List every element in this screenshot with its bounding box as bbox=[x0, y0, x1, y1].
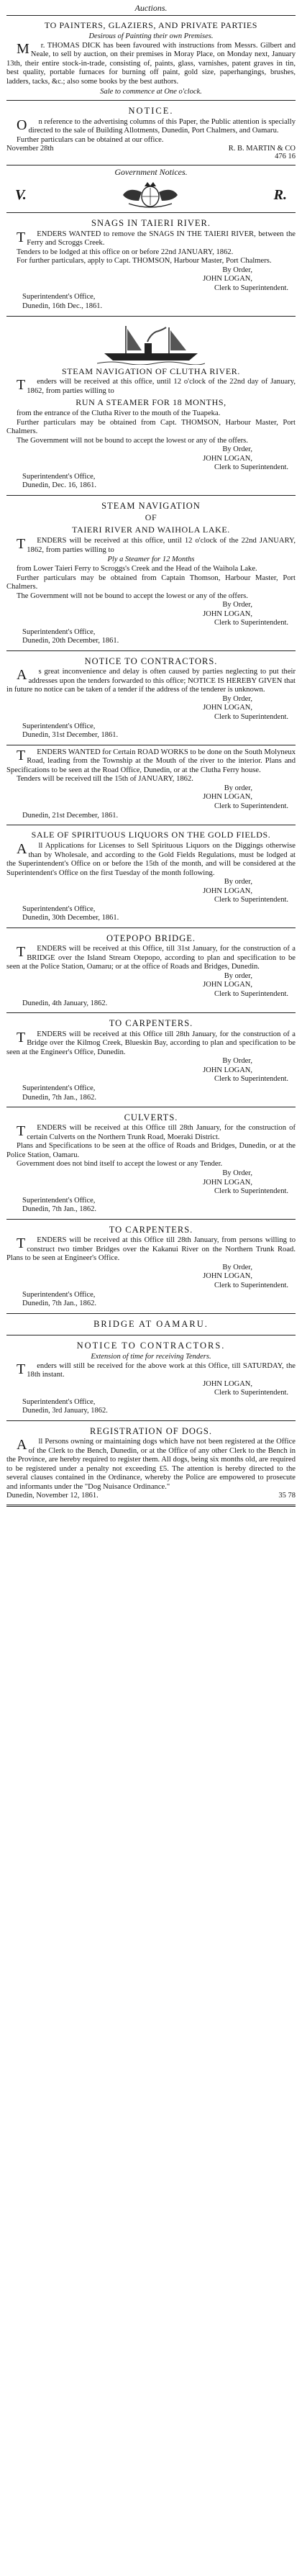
section-heading-government: Government Notices. bbox=[114, 167, 188, 178]
ad-title: BRIDGE AT OAMARU. bbox=[93, 1318, 209, 1329]
divider bbox=[6, 1219, 296, 1220]
ad-notice-contractors-extension bbox=[6, 1337, 296, 1419]
ad-date: November 28th bbox=[6, 145, 54, 153]
ad-carpenters-kakanui bbox=[6, 1221, 296, 1312]
ad-body: Mr. THOMAS DICK has been favoured with instructions from Messrs. Gilbert and Neale, to sell by auction, on their premises in Moray Place, on Monday next, January 13th, their entire stock-in-trade, consisting of, paints, glass, varnishes, patent graves in tin, best quality, portable furnaces for burning off paint, gold size, paperhangings, brushes, ladders, tacks, &c.; also some books by the best authors. bbox=[6, 40, 296, 86]
ad-note: Sale to commence at One o'clock. bbox=[100, 88, 202, 96]
ad-body: Tenders will still be received for the above work at this Office, till SATURDAY, the 18th instant. bbox=[17, 1361, 296, 1379]
ad-body: Tenders to be lodged at this office on or before 22nd JANUARY, 1862. bbox=[17, 248, 234, 256]
ad-title: SALE OF SPIRITUOUS LIQUORS ON THE GOLD FIELDS. bbox=[31, 830, 271, 840]
crest-letter-left: V. bbox=[15, 186, 27, 203]
ad-body: TENDERS will be received at this office, until 12 o'clock of the 22nd JANUARY, 1862, from parties willing to bbox=[17, 536, 296, 554]
ad-signature-row bbox=[6, 145, 296, 153]
ad-signature: By Order, JOHN LOGAN, Clerk to Superintendent. Superintendent's Office, Dunedin, 20th December, 1861. bbox=[22, 601, 288, 645]
ad-body: Further particulars may be obtained from Captain Thomson, Harbour Master, Port Chalmers. bbox=[6, 573, 296, 591]
ad-title-connector: OF bbox=[145, 512, 157, 523]
ad-body: TENDERS WANTED for Certain ROAD WORKS to be done on the South Molyneux Road, leading from the Township at the Mouth of the river to the interior. Plans and Specifications to be seen at the Road Office, Dunedin, or at the Clutha Ferry house. bbox=[6, 747, 296, 774]
ad-body: Further particulars can be obtained at our office. bbox=[17, 135, 164, 144]
divider bbox=[6, 15, 296, 16]
ad-ref: 476 16 bbox=[275, 153, 296, 161]
ad-body: On reference to the advertising columns of this Paper, the Public attention is specially directed to the sale of Building Allotments, Dunedin, Port Chalmers, and Oamaru. bbox=[17, 117, 296, 135]
ad-ref: 35 78 bbox=[278, 1492, 296, 1500]
ad-body: TENDERS will be received at this Office till 28th January, for the construction of certain Culverts on the Northern Trunk Road, Moeraki District. bbox=[17, 1123, 296, 1141]
ad-body: For further particulars, apply to Capt. THOMSON, Harbour Master, Port Chalmers. bbox=[17, 257, 272, 266]
ad-body: from Lower Taieri Ferry to Scroggs's Creek and the Head of the Waihola Lake. bbox=[17, 565, 257, 573]
ad-notice bbox=[6, 102, 296, 163]
ad-emphasis: RUN A STEAMER FOR 18 MONTHS, bbox=[76, 397, 226, 408]
royal-crest-row bbox=[6, 179, 296, 211]
ad-firm: R. B. MARTIN & CO bbox=[228, 145, 296, 153]
divider bbox=[6, 495, 296, 496]
divider bbox=[6, 1420, 296, 1421]
ad-title: REGISTRATION OF DOGS. bbox=[90, 1425, 212, 1436]
ad-carpenters-kilmog bbox=[6, 1015, 296, 1105]
divider bbox=[6, 1313, 296, 1314]
ad-subtitle: Desirous of Painting their own Premises. bbox=[88, 32, 214, 40]
ad-signature: By Order, JOHN LOGAN, Clerk to Superintendent. Superintendent's Office, Dunedin, 16th Dec., 1861. bbox=[22, 266, 288, 310]
ad-body: TENDERS will be received at this Office till 28th January, from persons willing to construct two timber Bridges over the Kakanui River on the Northern Trunk Road. Plans to be seen at Engineer's Office. bbox=[6, 1235, 296, 1263]
ad-title: NOTICE TO CONTRACTORS. bbox=[76, 1341, 226, 1351]
ad-registration-dogs bbox=[6, 1423, 296, 1502]
ad-road-works bbox=[6, 747, 296, 823]
ad-body: Tenders will be received at this office, until 12 o'clock of the 22nd day of January, 1862, from parties willing to bbox=[17, 377, 296, 395]
ad-footer-row bbox=[6, 1492, 296, 1500]
ad-body: All Applications for Licenses to Sell Spirituous Liquors on the Diggings otherwise than by Wholesale, and according to the Gold Fields Regulations, must be lodged at the Superintendent's Office on or before the 15th of the month, and will be considered at the Superintendent's Office on the first Tuesday of the month following. bbox=[6, 841, 296, 877]
ad-body: Further particulars may be obtained from Capt. THOMSON, Harbour Master, Port Chalmers. bbox=[6, 418, 296, 436]
ad-body: All Persons owning or maintaining dogs which have not been registered at the Office of the Clerk to the Bench, Dunedin, or at the Office of any other Clerk to the Bench in the Province, are hereby required to register them. All dogs, being six months old, are required to be registered under a penalty not exceeding £5. The attention is hereby directed to the several clauses contained in the Ordinance, whereby the Police are empowered to prosecute and informants under the "Dog Nuisance Ordinance." bbox=[6, 1437, 296, 1491]
ad-signature: JOHN LOGAN, Clerk to Superintendent. Superintendent's Office, Dunedin, 3rd January, 1862. bbox=[22, 1379, 288, 1415]
crest-letter-right: R. bbox=[273, 186, 287, 203]
ad-otepopo-bridge bbox=[6, 930, 296, 1011]
ad-subtitle: Extension of time for receiving Tenders. bbox=[91, 1352, 211, 1361]
ad-title: TO CARPENTERS. bbox=[109, 1224, 193, 1235]
ad-title: TO PAINTERS, GLAZIERS, AND PRIVATE PARTIES bbox=[44, 20, 258, 30]
ad-title: NOTICE. bbox=[128, 106, 174, 117]
ad-title-line: TAIERI RIVER AND WAIHOLA LAKE. bbox=[72, 525, 230, 535]
ad-title: TO CARPENTERS. bbox=[109, 1018, 193, 1029]
ad-spirituous-liquors bbox=[6, 827, 296, 926]
ad-title: SNAGS IN TAIERI RIVER. bbox=[91, 218, 211, 229]
ad-culverts bbox=[6, 1109, 296, 1217]
ad-signature: By order, JOHN LOGAN, Clerk to Superintendent. Superintendent's Office, Dunedin, 30th December, 1861. bbox=[22, 878, 288, 922]
ad-notice-contractors bbox=[6, 653, 296, 743]
divider bbox=[6, 1505, 296, 1507]
ad-title: STEAM NAVIGATION OF CLUTHA RIVER. bbox=[62, 366, 240, 376]
divider bbox=[6, 316, 296, 317]
divider bbox=[6, 100, 296, 101]
steamship-icon bbox=[97, 322, 205, 365]
ad-signature: By Order, JOHN LOGAN, Clerk to Superintendent. Superintendent's Office, Dunedin, 31st December, 1861. bbox=[22, 694, 288, 740]
ad-emphasis: Ply a Steamer for 12 Months bbox=[107, 555, 195, 564]
ad-body: Tenders will be received till the 15th of JANUARY, 1862. bbox=[17, 775, 193, 784]
ship-illustration bbox=[6, 322, 296, 365]
ad-body: TENDERS will be received at this Office, till 31st January, for the construction of a BRIDGE over the Island Stream Otepopo, according to plan and specification to be seen at the Police Station, Oamaru; or at the office of Roads and Bridges, Dunedin. bbox=[6, 944, 296, 971]
royal-coat-of-arms-icon bbox=[107, 179, 193, 211]
ad-body: TENDERS WANTED to remove the SNAGS IN THE TAIERI RIVER, between the Ferry and Scroggs Creek. bbox=[17, 229, 296, 248]
divider bbox=[6, 1012, 296, 1013]
divider bbox=[6, 650, 296, 651]
newspaper-column bbox=[6, 0, 296, 1507]
ad-body: As great inconvenience and delay is often caused by parties neglecting to put their addresses upon the tenders forwarded to this office; NOTICE IS HEREBY GIVEN that in future no notice can be taken of a tender if the address of the tenderer is unknown. bbox=[6, 667, 296, 694]
ad-title: STEAM NAVIGATION bbox=[101, 501, 201, 512]
ad-signature: By order, JOHN LOGAN, Clerk to Superintendent. Dunedin, 21st December, 1861. bbox=[22, 784, 288, 820]
ad-ref-row bbox=[6, 153, 296, 160]
ad-body: Government does not bind itself to accept the lowest or any Tender. bbox=[17, 1160, 223, 1169]
ad-signature: By Order, JOHN LOGAN, Clerk to Superintendent. Superintendent's Office, Dunedin, 7th Jan., 1862. bbox=[22, 1169, 288, 1214]
ad-bridge-oamaru bbox=[6, 1315, 296, 1333]
ad-steam-clutha bbox=[6, 318, 296, 494]
ad-title: NOTICE TO CONTRACTORS. bbox=[84, 656, 218, 667]
ad-title: CULVERTS. bbox=[124, 1112, 178, 1123]
ad-date: Dunedin, November 12, 1861. bbox=[6, 1492, 99, 1500]
ad-signature: By Order, JOHN LOGAN, Clerk to Superintendent. Superintendent's Office, Dunedin, Dec. 16, 1861. bbox=[22, 445, 288, 490]
ad-body: The Government will not be bound to accept the lowest or any of the offers. bbox=[17, 436, 248, 445]
ad-body: TENDERS will be received at this Office till 28th January, for the construction of a Bridge over the Kilmog Creek, Blueskin Bay, according to plan and specification to be seen at the Engineer's Office, Dunedin. bbox=[6, 1029, 296, 1056]
ad-snags-taieri bbox=[6, 214, 296, 314]
ad-body: The Government will not be bound to accept the lowest or any of the offers. bbox=[17, 591, 248, 600]
ad-signature: By Order, JOHN LOGAN, Clerk to Superintendent. Superintendent's Office, Dunedin, 7th Jan., 1862. bbox=[22, 1057, 288, 1102]
ad-body: from the entrance of the Clutha River to the mouth of the Tuapeka. bbox=[17, 409, 221, 418]
divider bbox=[6, 212, 296, 213]
ad-signature: By Order, JOHN LOGAN, Clerk to Superintendent. Superintendent's Office, Dunedin, 7th Jan., 1862. bbox=[22, 1263, 288, 1308]
ad-body: Plans and Specifications to be seen at the office of Roads and Bridges, Dunedin, or at the Police Station, Oamaru. bbox=[6, 1142, 296, 1159]
ad-signature: By order, JOHN LOGAN, Clerk to Superintendent. Dunedin, 4th January, 1862. bbox=[22, 971, 288, 1007]
ad-title: OTEPOPO BRIDGE. bbox=[106, 933, 196, 943]
section-heading-auctions: Auctions. bbox=[134, 3, 168, 13]
ad-painters bbox=[6, 17, 296, 99]
ad-steam-taieri-waihola bbox=[6, 497, 296, 649]
